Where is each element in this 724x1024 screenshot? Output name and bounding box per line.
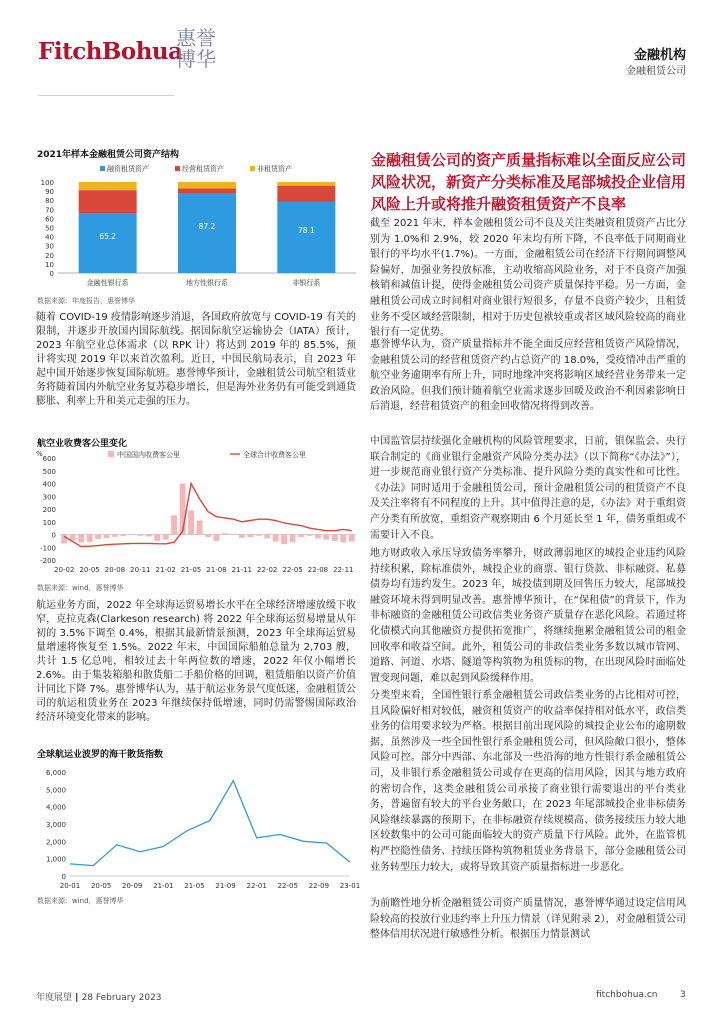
section-title: 金融机构 xyxy=(633,48,686,63)
chart3-xtick: 23-01 xyxy=(339,882,360,890)
chart2-bar xyxy=(112,535,118,537)
footer-date: 28 February 2023 xyxy=(81,993,162,1003)
chart2-xtick: 21-02 xyxy=(155,566,176,574)
chart2-ytick: -200 xyxy=(40,557,56,565)
chart1-legend-label: 非租赁资产 xyxy=(257,165,292,173)
chart1-bar-segment xyxy=(277,182,335,186)
chart3-title: 全球航运业波罗的海干散货指数 xyxy=(37,750,164,760)
chart2-bar xyxy=(323,535,329,540)
chart1-bar-segment xyxy=(178,188,236,193)
chart3-xtick: 20-09 xyxy=(122,882,143,890)
right-paragraph-4: 地方财政收入承压导致债务率攀升，财政薄弱地区的城投企业违约风险持续积累，除标准债外，城投企业的商票、银行贷款、非标融资、私募债券均有违约发生。2023 年，城投债到期及回售压力较大，尾部城投融资环境未得到明显改善。惠誉博华预计，在“保租债”的背景下，作为非标融资的金融租赁公司政信类业务资产质量存在恶化风险。若通过将化债模式向其他融资方提供拓宽推广，将继续拖累金融租赁公司的租金回收率和收益空间。此外，租赁公司的非政信类业务多数以城市管网、道路、河道、水塔、隧道等构筑物为租赁标的物，在出现风险时面临处置变现问题，难以起到风险缓释作用。 xyxy=(370,548,686,684)
chart2-bar xyxy=(171,515,177,534)
chart3-ytick: 5,000 xyxy=(45,786,66,795)
chart3-xtick: 22-01 xyxy=(246,882,267,890)
chart2-bar xyxy=(163,535,169,540)
chart2-xtick: 21-05 xyxy=(180,566,202,574)
chart1-ytick: 80 xyxy=(45,197,54,206)
chart3-xtick: 20-05 xyxy=(90,882,112,890)
chart1-bar-segment xyxy=(277,186,335,202)
chart2-legend-label: 全球合计收费客公里 xyxy=(243,451,306,459)
footer-site[interactable]: fitchbohua.cn xyxy=(596,990,658,1000)
chart3-xtick: 22-09 xyxy=(308,882,330,890)
chart2-xtick: 22-11 xyxy=(333,566,354,574)
chart2-bar xyxy=(230,534,236,535)
page-number: 3 xyxy=(680,990,686,1000)
chart2-bar xyxy=(239,535,245,538)
logo-chinese: 惠誉博华 xyxy=(176,26,216,71)
chart2-xtick: 20-08 xyxy=(104,566,126,574)
right-paragraph-1: 截至 2021 年末，样本金融租赁公司不良及关注类融资租赁资产占比分别为 1.0%和 2.9%，较 2020 年末均有所下降，不良率低于同期商业银行的平均水平(1.7%)。一方面，金融租赁公司在经济下行期间调整风险偏好，加强业务投放标准，主动收缩高风险业务，对于不良资产加强核销和减值计提，使得金融租赁公司资产质量保持平稳。另一方面，金融租赁公司成立时间相对商业银行短很多，存量不良资产较少，且租赁业务不受区域经营限制，相对于历史包袱较重或者区域风险较高的商业银行有一定优势。 xyxy=(370,218,686,339)
chart1-legend-swatch xyxy=(175,166,180,171)
chart2-xtick: 22-02 xyxy=(257,566,278,574)
chart2-bar xyxy=(298,535,304,538)
chart2-legend-label: 中国国内收费客公里 xyxy=(117,451,180,459)
chart2-bar xyxy=(273,535,279,542)
chart1-ytick: 100 xyxy=(40,179,54,187)
chart2-xtick: 20-02 xyxy=(54,566,75,574)
chart1-legend-swatch xyxy=(250,166,255,171)
chart1-stacked-bar xyxy=(30,160,360,295)
chart1-ytick: 20 xyxy=(45,251,54,260)
chart3-ytick: 3,000 xyxy=(45,821,66,829)
chart1-source: 数据来源：年度报告，惠誉博华 xyxy=(37,297,135,305)
chart2-ytick: 0 xyxy=(51,531,56,540)
chart2-bar xyxy=(188,510,194,534)
subsection-title: 金融租赁公司 xyxy=(626,66,686,77)
chart1-bar-segment xyxy=(79,190,137,213)
chart1-xtick: 地方性银行系 xyxy=(186,279,228,287)
header-divider xyxy=(38,95,174,96)
chart1-ytick: 60 xyxy=(45,215,54,224)
chart1-data-label: 78.1 xyxy=(297,226,315,236)
chart1-bar-segment xyxy=(79,214,137,273)
chart3-ytick: 1,000 xyxy=(45,855,66,864)
chart3-xtick: 21-09 xyxy=(215,882,236,890)
chart2-xtick: 21-11 xyxy=(231,566,253,574)
right-paragraph-5: 分类型来看，全国性银行系金融租赁公司政信类业务的占比相对可控，且风险偏好相对较低，融资租赁资产的收益率保持相对低水平，政信类业务的信用要求较为严格。根据目前出现风险的城投企业公布的逾期数据，虽然涉及一些全国性银行系金融租赁公司，但风险敞口很小，整体风险可控。部分中西部、东北部及一些沿海的地方性银行系金融租赁公司，及非银行系金融租赁公司或存在更高的信用风险，因其与地方政府的密切合作，这类金融租赁公司承接了商业银行需要退出的平台类业务，普遍留有较大的平台业务敞口，在 2023 年尾部城投企业非标债务风险继续暴露的预期下，在非标融资存续规模高、债务接续压力较大地区较数集中的公司可能面临较大的资产质量下行风险。此外，在监管机构严控隐性债务、持续压降构筑物租赁业务背景下，部分金融租赁公司业务转型压力较大，或将导致其资产质量指标进一步恶化。 xyxy=(370,690,686,873)
chart1-ytick: 50 xyxy=(45,224,54,233)
chart2-xtick: 21-08 xyxy=(206,566,227,574)
chart2-unit: % xyxy=(36,450,43,458)
chart2-bar xyxy=(307,535,313,536)
chart1-bar-segment xyxy=(178,194,236,273)
chart2-title: 航空业收费客公里变化 xyxy=(37,439,128,449)
chart2-bar xyxy=(78,535,84,543)
chart2-xtick: 22-05 xyxy=(282,566,303,574)
chart1-bar-segment xyxy=(277,202,335,273)
chart2-source: 数据来源：wind，惠誉博华 xyxy=(37,584,124,592)
chart2-ytick: -100 xyxy=(40,544,56,553)
left-paragraph-2: 航运业务方面，2022 年全球海运贸易增长水平在全球经济增速放缓下收窄，克拉克森(Clarkeson research) 将 2022 年全球海运贸易增量从年初的 3.5%下调至 0.4%，根据其最新情景预测，2023 年全球海运贸易量增速将恢复至 1.5%。2022 年末，中国国际船舶总量为 2,703 艘，共计 1.5 亿总吨，相较过去十年两位数的增速，2022 年仅小幅增长 2.6%。由于集装箱船和散货船二手船价格的回调，租赁船舶以资产价值计同比下降 7%。惠誉博华认为，基于航运业务景气度低迷，金融租赁公司的航运租赁业务在 2023 年继续保持低增速，同时仍需警惕国际政治经济环境变化带来的影响。 xyxy=(36,600,356,723)
chart2-bar xyxy=(120,535,126,537)
right-paragraph-2: 惠誉博华认为，资产质量指标并不能全面反应经营租赁资产风险情况，金融租赁公司的经营租赁资产约占总资产的 18.0%，受疫情冲击严重的航空业务逾期率有所上升，同时地缘冲突将影响区域经营业务带来一定政治风险。但我们预计随着航空业需求逐步回暖及政治不利因素影响日后消退，经营租赁资产的租金回收情况将得到改善。 xyxy=(370,339,686,413)
chart2-bar xyxy=(95,535,101,539)
left-paragraph-1: 随着 COVID-19 疫情影响逐步消退，各国政府放宽与 COVID-19 有关的限制，并逐步开放国内国际航线。据国际航空运输协会（IATA）预计，2023 年航空业总体需求（以 RPK 计）将达到 2019 年的 85.5%，预计将实现 2019 年以来首次盈利。近日，中国民航局表示，自 2023 年起中国开始逐步恢复国际航班。惠誉博华预计，金融租赁公司航空租赁业务将随着国内外航空业务复苏稳步增长，但是海外业务仍有可能受到通货膨胀、利率上升和美元走强的压力。 xyxy=(36,312,356,407)
chart2-ytick: 500 xyxy=(42,467,56,476)
chart2-bar xyxy=(264,535,270,539)
chart2-ytick: 300 xyxy=(42,493,56,502)
chart2-ytick: 200 xyxy=(42,506,56,514)
chart2-bar xyxy=(197,520,203,534)
chart1-ytick: 40 xyxy=(45,233,54,242)
chart2-bar xyxy=(315,535,321,539)
chart3-source: 数据来源：wind，惠誉博华 xyxy=(37,897,124,905)
chart2-xtick: 22-08 xyxy=(307,566,329,574)
chart1-bar-segment xyxy=(79,182,137,190)
section-heading: 金融租赁公司的资产质量指标难以全面反应公司风险状况，新资产分类标准及尾部城投企业信用风险上升或将推升融资租赁资产不良率 xyxy=(371,151,687,213)
chart3-line-chart xyxy=(30,760,360,896)
chart2-combo-chart xyxy=(30,448,360,586)
chart2-legend-swatch xyxy=(108,451,114,457)
chart1-legend-label: 经营租赁资产 xyxy=(182,165,224,173)
chart1-ytick: 10 xyxy=(45,260,54,269)
chart3-ytick: 6,000 xyxy=(45,769,66,777)
chart3-xtick: 21-05 xyxy=(184,882,205,890)
chart2-bar xyxy=(104,535,110,539)
chart1-xtick: 非银行系 xyxy=(292,279,321,287)
chart1-data-label: 65.2 xyxy=(99,232,117,242)
chart2-ytick: 600 xyxy=(42,455,56,463)
chart2-bar xyxy=(61,535,67,544)
chart1-ytick: 90 xyxy=(45,188,54,197)
chart3-line xyxy=(70,781,350,866)
chart2-xtick: 20-05 xyxy=(79,566,100,574)
chart2-bar xyxy=(213,535,219,541)
chart3-ytick: 2,000 xyxy=(45,838,66,847)
chart1-title: 2021年样本金融租赁公司资产结构 xyxy=(37,150,180,160)
chart3-ytick: 4,000 xyxy=(45,803,66,812)
chart2-ytick: 400 xyxy=(42,480,56,489)
chart2-bar xyxy=(247,535,253,538)
chart1-legend-label: 融资租赁资产 xyxy=(107,165,149,173)
chart2-bar xyxy=(222,533,228,534)
chart1-ytick: 0 xyxy=(49,270,54,278)
chart2-bar xyxy=(129,535,135,536)
chart3-xtick: 21-01 xyxy=(153,882,174,890)
right-paragraph-3: 中国监管层持续强化金融机构的风险管理要求，日前，银保监会、央行联合制定的《商业银行金融资产风险分类办法》（以下简称“《办法》”），进一步规范商业银行资产分类标准、提升风险分类的真实性和可比性。《办法》同时适用于金融租赁公司，预计金融租赁公司的租赁资产不良及关注率将有不同程度的上升。其中值得注意的是，《办法》对于重组资产分类有所放宽，重组资产观察期由 6 个月延长至 1 年，债务重组或不需要计入不良。 xyxy=(370,436,686,541)
chart1-ytick: 70 xyxy=(45,206,54,215)
chart2-bar xyxy=(146,535,152,537)
chart2-bar xyxy=(154,535,160,541)
chart3-ytick: 0 xyxy=(61,873,66,881)
chart2-bar xyxy=(340,535,346,543)
chart3-xtick: 22-05 xyxy=(277,882,298,890)
footer-label: 年度展望 xyxy=(36,993,73,1003)
right-paragraph-6: 为前瞻性地分析金融租赁公司资产质量情况，惠誉博华通过设定信用风险较高的投放行业违约率上升压力情景（详见附录 2），对金融租赁公司整体信用状况进行敏感性分析。根据压力情景测试 xyxy=(370,898,686,941)
chart2-bar xyxy=(70,535,76,541)
chart2-bar xyxy=(281,535,287,545)
chart2-bar xyxy=(332,535,338,541)
chart2-bar xyxy=(137,535,143,536)
chart1-legend-swatch xyxy=(100,166,105,171)
chart1-ytick: 30 xyxy=(45,242,54,251)
chart1-data-label: 87.2 xyxy=(198,222,216,232)
chart2-bar xyxy=(87,535,93,542)
chart3-xtick: 20-01 xyxy=(59,882,81,890)
logo-wordmark: FitchBohua xyxy=(38,38,183,65)
chart2-bar xyxy=(180,484,186,535)
chart1-bar-segment xyxy=(178,182,236,188)
chart2-bar xyxy=(349,535,355,542)
chart2-xtick: 20-11 xyxy=(130,566,151,574)
chart2-bar xyxy=(256,535,262,536)
chart1-xtick: 金融性银行系 xyxy=(86,279,129,287)
chart2-bar xyxy=(290,535,296,543)
chart2-bar xyxy=(205,535,211,538)
chart2-ytick: 100 xyxy=(42,518,56,527)
footer-left: 年度展望 | 28 February 2023 xyxy=(36,993,162,1003)
